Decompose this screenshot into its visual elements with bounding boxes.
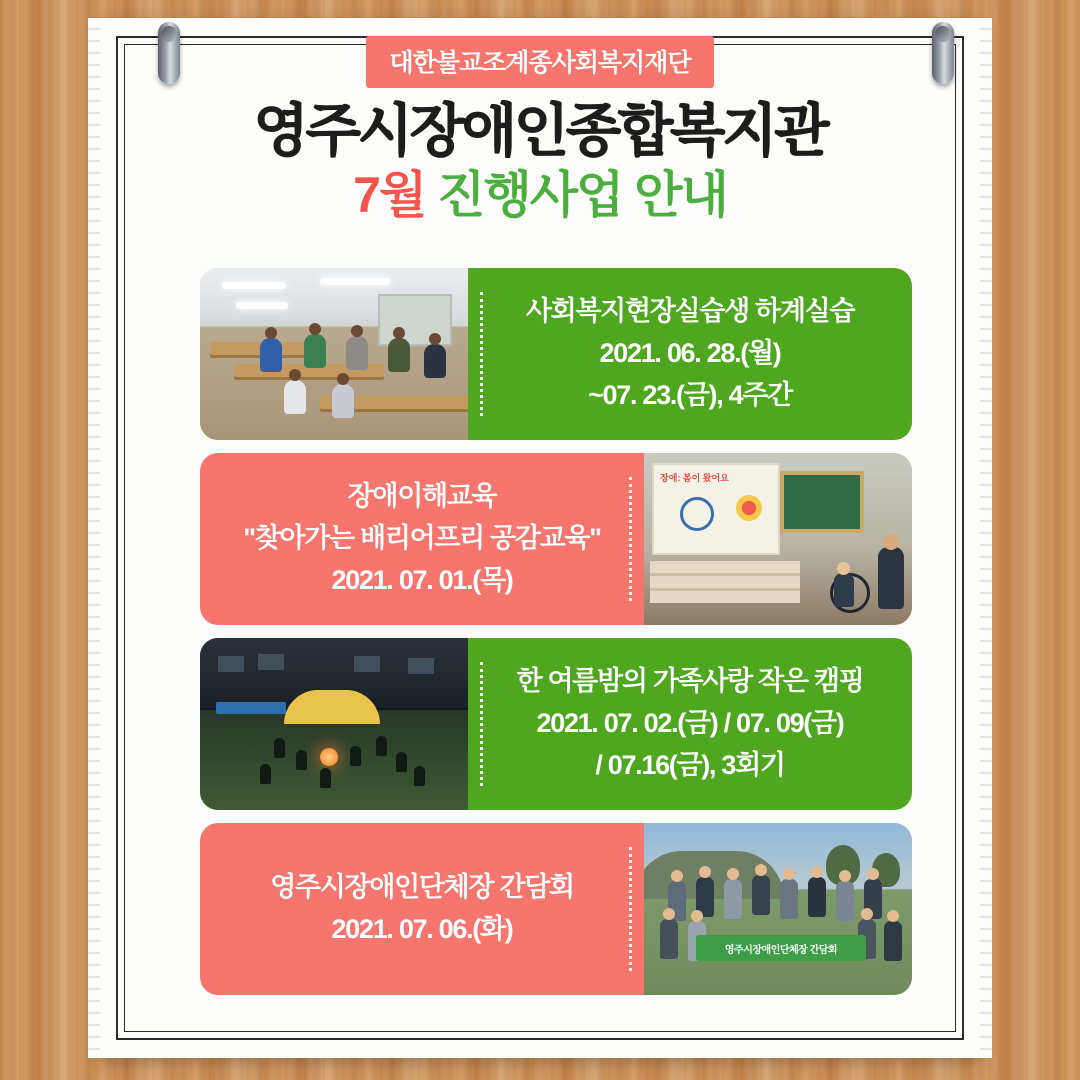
program-date: 2021. 06. 28.(월) [599, 338, 781, 369]
page-title: 영주시장애인종합복지관 [253, 99, 827, 163]
program-card [200, 453, 912, 625]
program-card-text [200, 453, 644, 625]
subtitle-month: 7월 [353, 166, 426, 223]
photo-banner [696, 935, 866, 961]
program-card-text [468, 638, 912, 810]
group-meeting-photo [644, 823, 912, 995]
program-subtitle: "찾아가는 배리어프리 공감교육" [243, 523, 601, 554]
program-card [200, 823, 912, 995]
program-title: 한 여름밤의 가족사랑 작은 캠핑 [516, 666, 864, 697]
program-card-list [200, 268, 912, 1008]
program-date-extra: / 07.16(금), 3회기 [595, 749, 785, 780]
program-date: 2021. 07. 02.(금) / 07. 09(금) [536, 708, 844, 739]
poster-header [0, 36, 1080, 224]
organization-badge: 대한불교조계종사회복지재단 [366, 36, 715, 88]
program-card-text [200, 823, 644, 995]
program-date-range: ~07. 23.(금), 4주간 [588, 379, 792, 410]
night-camping-photo [200, 638, 468, 810]
program-card [200, 268, 912, 440]
program-title: 영주시장애인단체장 간담회 [270, 872, 574, 903]
page-subtitle [0, 167, 1080, 225]
subtitle-rest: 진행사업 안내 [425, 166, 727, 223]
program-card [200, 638, 912, 810]
program-title: 장애이해교육 [347, 481, 497, 512]
photo-banner-text: 영주시장애인단체장 간담회 [724, 944, 838, 956]
seminar-classroom-photo [200, 268, 468, 440]
program-card-text [468, 268, 912, 440]
program-date: 2021. 07. 01.(목) [331, 564, 513, 595]
program-title: 사회복지현장실습생 하계실습 [525, 296, 855, 327]
barrier-free-class-photo: 장애: 봄이 왔어요 [644, 453, 912, 625]
program-date: 2021. 07. 06.(화) [331, 914, 513, 944]
